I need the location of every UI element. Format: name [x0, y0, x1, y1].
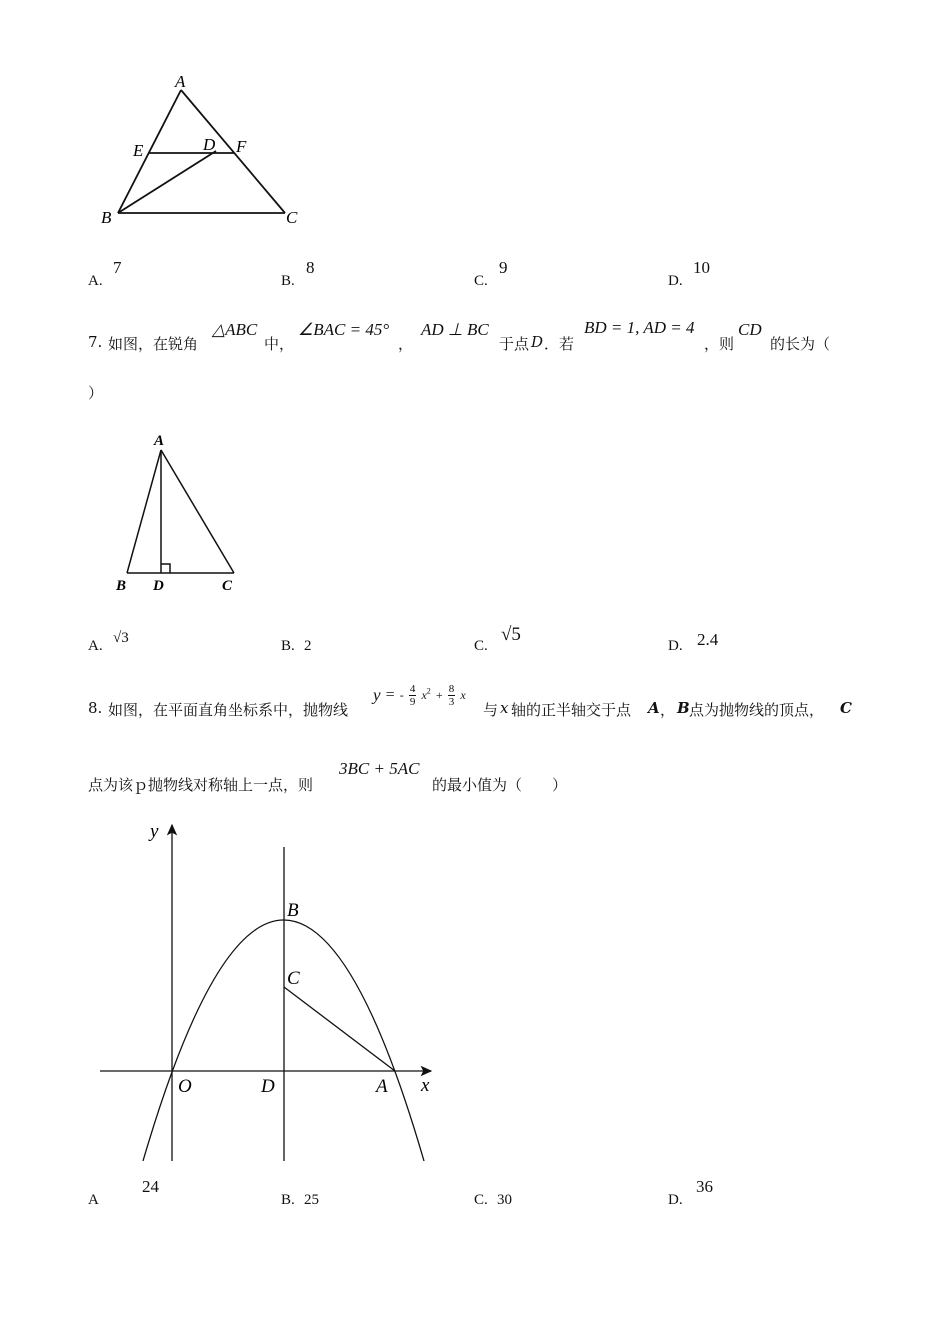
q7-text-1: 如图，在锐角: [108, 335, 199, 353]
q8-option-b-value: 25: [304, 1192, 319, 1208]
q8-option-b-letter: B.: [281, 1192, 295, 1208]
q8-equation: [373, 683, 466, 708]
q8-line2-text-2: 的最小值为（ ）: [432, 776, 568, 794]
q7-option-c-value: √5: [501, 624, 521, 645]
label-x: x: [421, 1075, 430, 1096]
label-a: A: [154, 433, 165, 449]
q7-text-3: 于点: [499, 335, 530, 353]
q8-option-d-value: 36: [696, 1177, 713, 1196]
q8-text-3: 轴的正半轴交于点: [511, 701, 632, 719]
q8-eq-frac-8-3: $\frac{8}{3}$: [448, 683, 455, 708]
q8-point-a: A: [648, 699, 660, 717]
segment-ab: [127, 450, 161, 573]
segment-ac: [181, 90, 285, 213]
figure-q7-triangle: [105, 428, 255, 598]
q8-option-a-letter: A: [88, 1192, 99, 1208]
q8-option-d-letter: D.: [668, 1192, 683, 1208]
q7-option-b-value: 2: [304, 638, 312, 654]
q6-option-a-value: 7: [113, 258, 122, 277]
q8-eq-minus: -: [399, 688, 404, 702]
q6-option-c-value: 9: [499, 258, 508, 277]
q7-given: BD = 1, AD = 4: [584, 318, 695, 337]
q8-text-1: 如图，在平面直角坐标系中，抛物线: [108, 701, 349, 719]
q7-option-d-value: 2.4: [697, 630, 719, 649]
q6-option-d-letter: D.: [668, 273, 683, 289]
q8-eq-plus: +: [435, 688, 443, 702]
q6-option-b-letter: B.: [281, 273, 295, 289]
q6-option-c-letter: C.: [474, 273, 488, 289]
q7-close-paren: ）: [88, 384, 104, 402]
q8-eq-x1: x: [460, 688, 466, 702]
q7-option-a-value: √3: [113, 630, 129, 646]
q8-eq-equals: =: [385, 686, 395, 704]
label-f: F: [236, 137, 247, 156]
q8-option-a-value: 24: [142, 1177, 159, 1196]
q7-cd: CD: [738, 320, 762, 339]
q7-triangle: △ABC: [212, 320, 258, 339]
q7-text-4: ．若: [544, 335, 575, 353]
q7-text-2: 中，: [264, 335, 295, 353]
label-c: C: [286, 208, 298, 227]
q8-eq-frac-4-9: $\frac{4}{9}$: [409, 683, 416, 708]
q7-perp: AD ⊥ BC: [421, 320, 489, 339]
q7-comma: ，: [398, 335, 414, 353]
label-d: D: [153, 578, 164, 594]
label-b: B: [101, 208, 112, 227]
label-c: C: [222, 578, 233, 594]
label-c: C: [287, 968, 300, 989]
q7-angle: ∠BAC = 45°: [298, 320, 390, 339]
label-e: E: [133, 141, 144, 160]
q8-x-axis: x: [500, 699, 509, 717]
label-o: O: [178, 1076, 192, 1097]
label-a: A: [376, 1076, 388, 1097]
segment-ac: [161, 450, 234, 573]
q7-option-a-letter: A.: [88, 638, 103, 654]
q7-number: 7.: [88, 333, 103, 351]
q8-text-5: 点为抛物线的顶点，: [689, 701, 825, 719]
label-d: D: [203, 135, 216, 154]
label-d: D: [261, 1076, 275, 1097]
q8-option-c-value: 30: [497, 1192, 512, 1208]
label-b: B: [287, 900, 299, 921]
q8-number: 8.: [88, 699, 103, 717]
q6-option-d-value: 10: [693, 258, 710, 277]
right-angle-mark: [161, 564, 170, 573]
q8-point-b: B: [677, 699, 690, 717]
q8-eq-y: y: [373, 685, 381, 705]
q7-point-d: D: [531, 333, 544, 351]
q6-option-a-letter: A.: [88, 273, 103, 289]
label-a: A: [175, 72, 186, 91]
segment-ab: [118, 90, 181, 213]
q7-option-c-letter: C.: [474, 638, 488, 654]
figure-q8-parabola: [95, 815, 445, 1167]
q8-expr: 3BC + 5AC: [339, 759, 420, 778]
q8-eq-x2: x: [421, 688, 427, 702]
q8-eq-sup2: 2: [426, 686, 431, 696]
q7-option-d-letter: D.: [668, 638, 683, 654]
q7-text-6: 的长为（: [770, 335, 831, 353]
label-y: y: [150, 821, 159, 842]
q7-option-b-letter: B.: [281, 638, 295, 654]
q7-text-5: ，则: [704, 335, 735, 353]
q8-point-c: C: [840, 699, 852, 717]
q6-option-b-value: 8: [306, 258, 315, 277]
label-b: B: [116, 578, 127, 594]
q8-text-4: ，: [660, 701, 676, 719]
q8-option-c-letter: C.: [474, 1192, 488, 1208]
q8-line2-text-1: 点为该ｐ抛物线对称轴上一点，则: [88, 776, 314, 794]
q8-text-2: 与: [483, 701, 499, 719]
segment-bd: [118, 151, 216, 213]
figure-q6-triangle: [95, 70, 315, 235]
